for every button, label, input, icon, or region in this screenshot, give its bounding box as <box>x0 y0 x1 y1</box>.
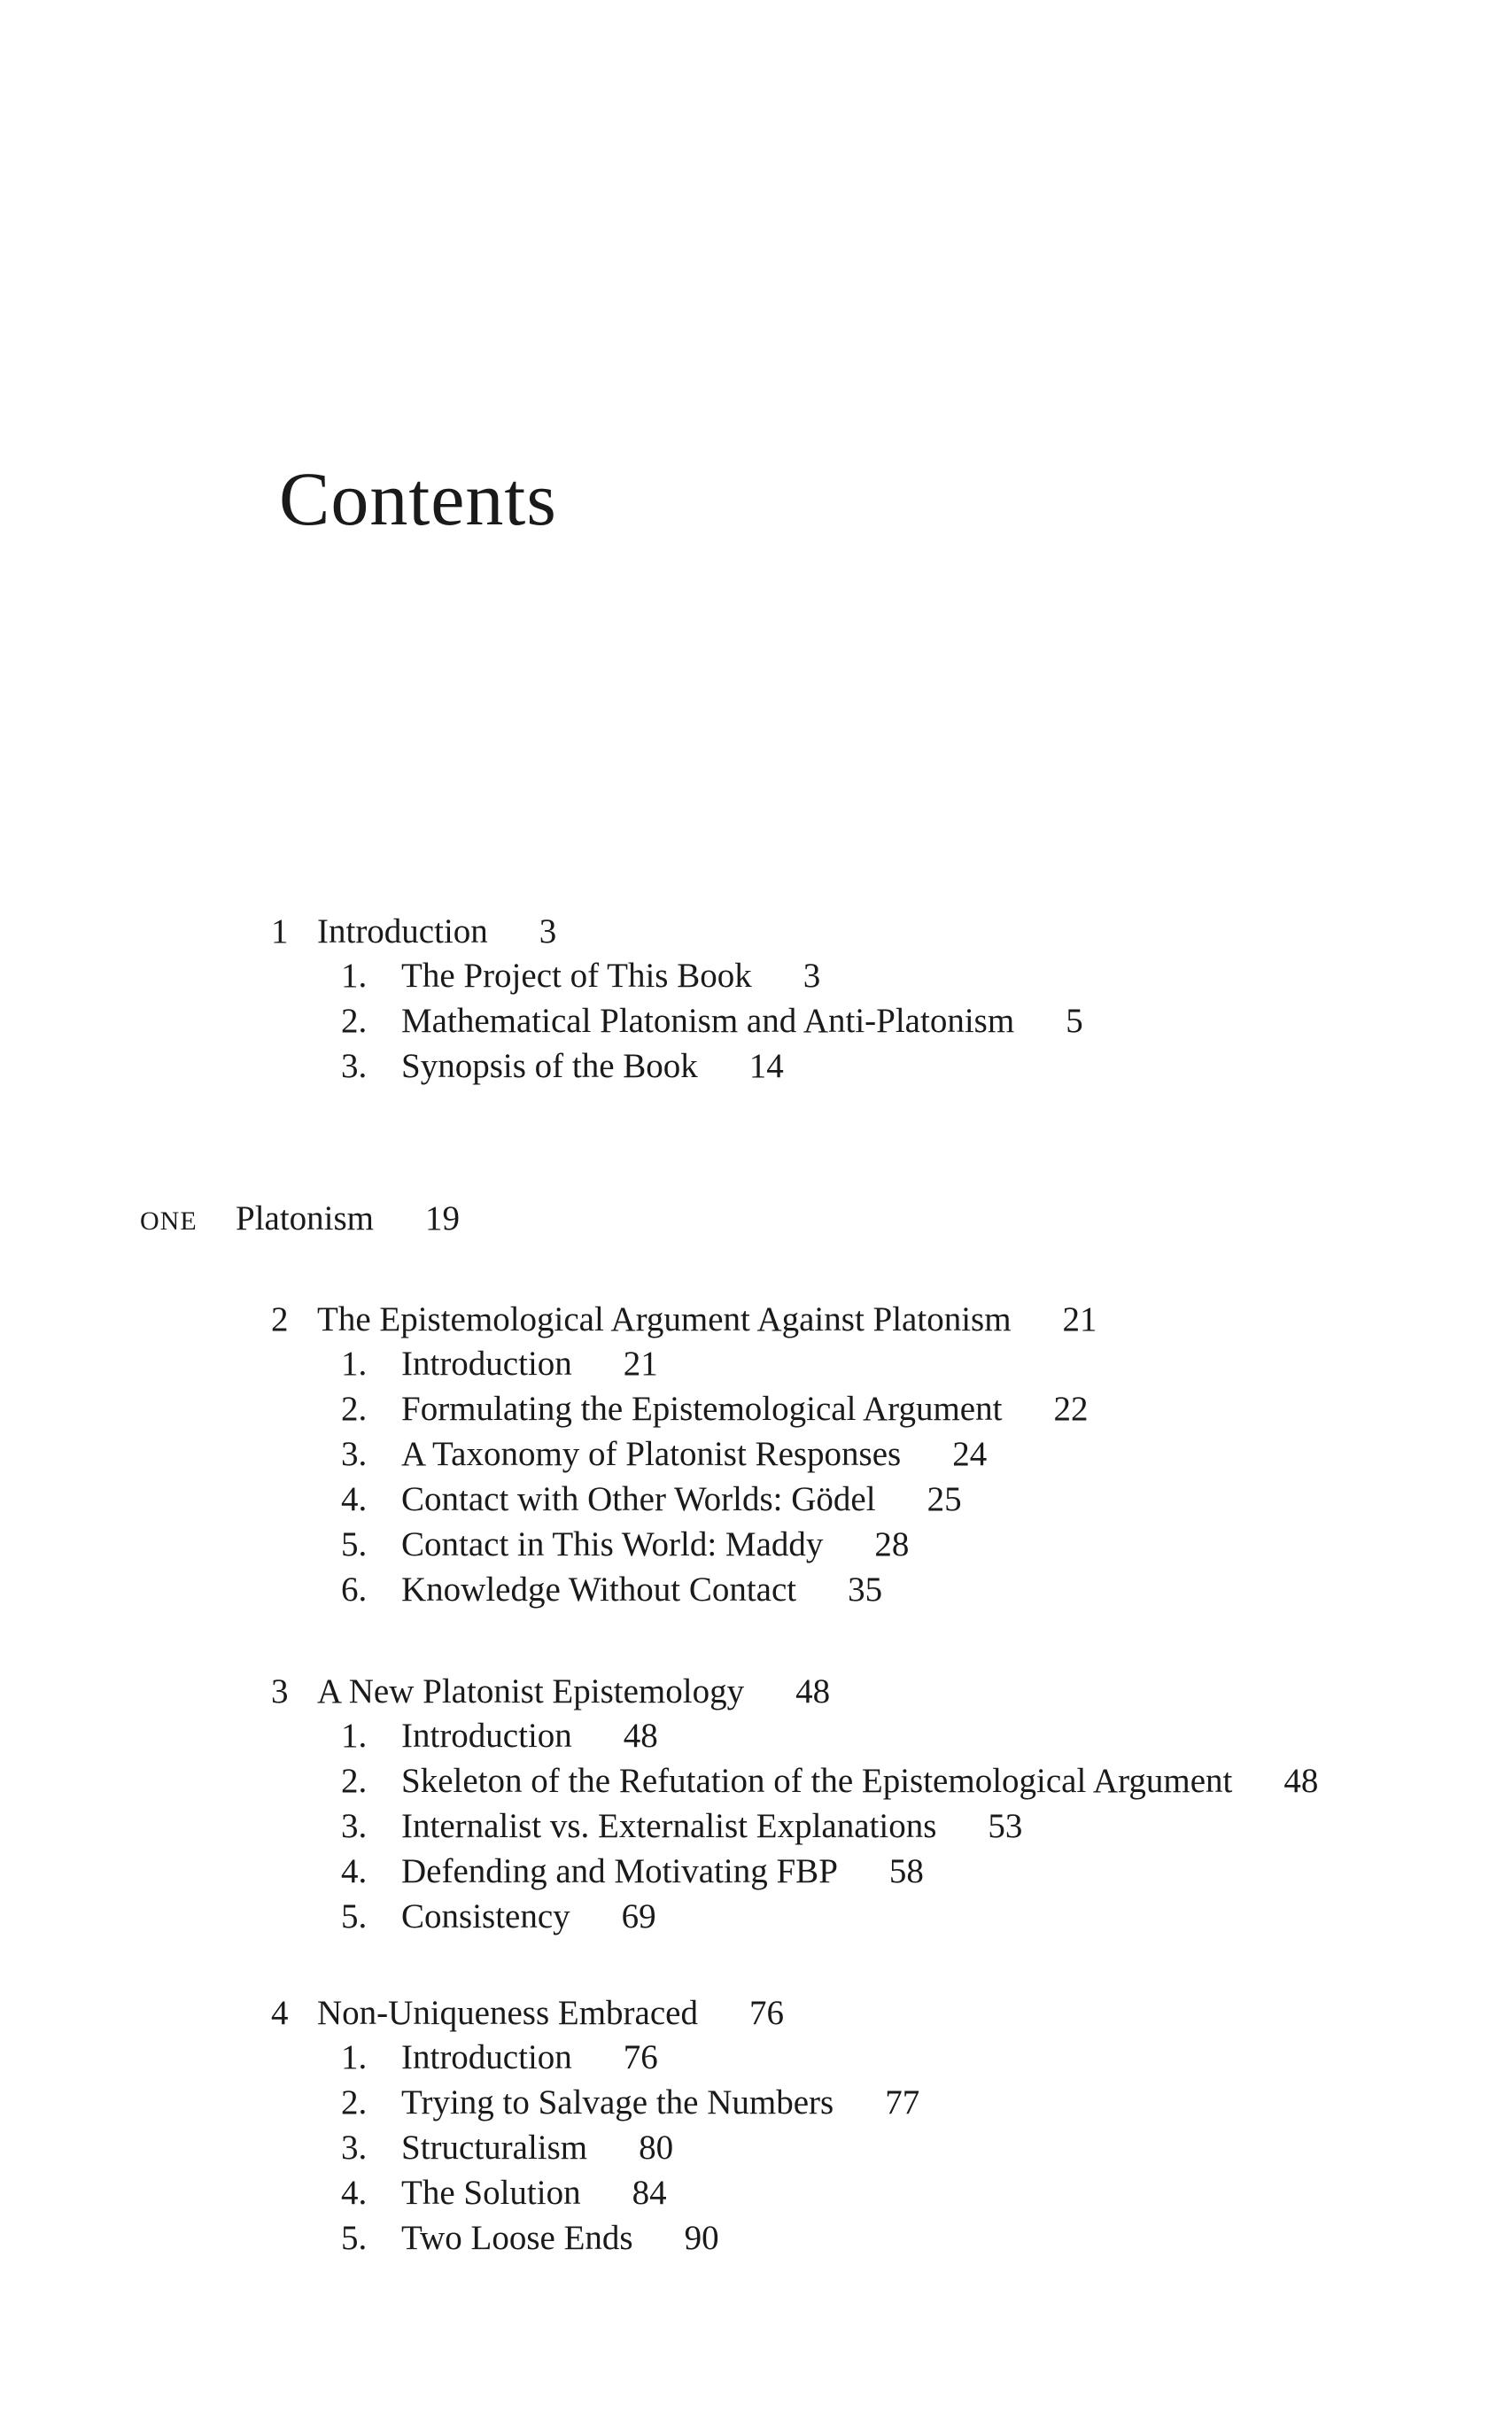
part-title: Platonism <box>236 1199 375 1237</box>
chapter-number: 2 <box>271 1300 289 1338</box>
section-number: 5. <box>341 1897 368 1935</box>
section-title: Structuralism <box>401 2129 588 2167</box>
section-number: 4. <box>341 2174 368 2212</box>
section-title: Consistency <box>401 1897 570 1935</box>
section-page: 48 <box>1283 1762 1319 1800</box>
toc-section[interactable] <box>341 1049 784 1083</box>
section-number: 1. <box>341 957 368 995</box>
section-number: 2. <box>341 2083 368 2121</box>
toc-section[interactable] <box>341 1764 1318 1798</box>
section-title: Skeleton of the Refutation of the Epistemological Argument <box>401 1762 1233 1800</box>
section-number: 2. <box>341 1390 368 1428</box>
toc-chapter-3[interactable] <box>271 1674 830 1709</box>
toc-section[interactable] <box>341 2085 919 2120</box>
toc-section[interactable] <box>341 1392 1088 1426</box>
toc-section[interactable] <box>341 1899 656 1934</box>
section-title: Internalist vs. Externalist Explanations <box>401 1807 937 1845</box>
section-page: 58 <box>888 1852 924 1890</box>
section-page: 76 <box>623 2038 658 2076</box>
section-title: The Project of This Book <box>401 957 752 995</box>
section-title: A Taxonomy of Platonist Responses <box>401 1435 902 1473</box>
section-number: 2. <box>341 1002 368 1040</box>
toc-chapter-4[interactable] <box>271 1996 784 2030</box>
toc-section[interactable] <box>341 2040 658 2075</box>
section-page: 25 <box>927 1480 962 1518</box>
section-number: 2. <box>341 1762 368 1800</box>
toc-section[interactable] <box>341 1346 658 1381</box>
chapter-number: 1 <box>271 912 289 950</box>
chapter-number: 4 <box>271 1994 289 2032</box>
toc-section[interactable] <box>341 1437 987 1471</box>
chapter-page: 3 <box>539 912 557 950</box>
section-page: 77 <box>885 2083 920 2121</box>
section-number: 4. <box>341 1852 368 1890</box>
section-page: 80 <box>639 2129 674 2167</box>
chapter-title: Non-Uniqueness Embraced <box>317 1994 698 2032</box>
chapter-number: 3 <box>271 1672 289 1710</box>
section-number: 5. <box>341 1525 368 1563</box>
chapter-page: 76 <box>748 1994 784 2032</box>
section-page: 24 <box>952 1435 988 1473</box>
section-page: 5 <box>1066 1002 1083 1040</box>
section-number: 3. <box>341 1435 368 1473</box>
toc-section[interactable] <box>341 2176 667 2210</box>
section-number: 3. <box>341 1047 368 1085</box>
section-number: 1. <box>341 1717 368 1755</box>
toc-section[interactable] <box>341 1718 658 1753</box>
section-title: Defending and Motivating FBP <box>401 1852 838 1890</box>
section-page: 28 <box>874 1525 910 1563</box>
chapter-title: A New Platonist Epistemology <box>317 1672 745 1710</box>
toc-section[interactable] <box>341 1854 924 1889</box>
chapter-title: The Epistemological Argument Against Platonism <box>317 1300 1012 1338</box>
section-number: 1. <box>341 2038 368 2076</box>
section-page: 84 <box>632 2174 667 2212</box>
section-page: 3 <box>803 957 821 995</box>
toc-section[interactable] <box>341 2130 673 2165</box>
chapter-title: Introduction <box>317 912 488 950</box>
section-number: 6. <box>341 1571 368 1609</box>
section-page: 21 <box>623 1345 658 1383</box>
section-title: Trying to Salvage the Numbers <box>401 2083 834 2121</box>
section-page: 22 <box>1053 1390 1089 1428</box>
section-title: Contact with Other Worlds: Gödel <box>401 1480 876 1518</box>
toc-section[interactable] <box>341 1482 962 1516</box>
toc-part-one[interactable] <box>140 1201 460 1236</box>
section-number: 4. <box>341 1480 368 1518</box>
toc-chapter-1[interactable] <box>271 914 556 949</box>
chapter-page: 48 <box>795 1672 831 1710</box>
section-title: Knowledge Without Contact <box>401 1571 797 1609</box>
part-label: ONE <box>140 1206 198 1236</box>
section-title: Two Loose Ends <box>401 2219 633 2257</box>
section-title: Introduction <box>401 1717 572 1755</box>
section-page: 53 <box>988 1807 1023 1845</box>
section-number: 3. <box>341 2129 368 2167</box>
section-title: Mathematical Platonism and Anti-Platonism <box>401 1002 1015 1040</box>
section-page: 69 <box>621 1897 656 1935</box>
chapter-page: 21 <box>1062 1300 1097 1338</box>
toc-section[interactable] <box>341 958 820 993</box>
part-page: 19 <box>425 1199 461 1237</box>
section-number: 3. <box>341 1807 368 1845</box>
section-title: Introduction <box>401 1345 572 1383</box>
section-number: 1. <box>341 1345 368 1383</box>
toc-chapter-2[interactable] <box>271 1302 1097 1337</box>
section-title: Introduction <box>401 2038 572 2076</box>
toc-section[interactable] <box>341 2221 719 2255</box>
section-page: 14 <box>748 1047 784 1085</box>
toc-section[interactable] <box>341 1004 1083 1038</box>
section-page: 90 <box>684 2219 719 2257</box>
section-title: The Solution <box>401 2174 581 2212</box>
section-title: Contact in This World: Maddy <box>401 1525 824 1563</box>
page-title: Contents <box>279 456 557 541</box>
toc-section[interactable] <box>341 1572 882 1607</box>
toc-section[interactable] <box>341 1809 1022 1843</box>
section-title: Formulating the Epistemological Argument <box>401 1390 1003 1428</box>
toc-section[interactable] <box>341 1527 909 1562</box>
section-number: 5. <box>341 2219 368 2257</box>
section-page: 35 <box>848 1571 883 1609</box>
section-page: 48 <box>623 1717 658 1755</box>
section-title: Synopsis of the Book <box>401 1047 698 1085</box>
